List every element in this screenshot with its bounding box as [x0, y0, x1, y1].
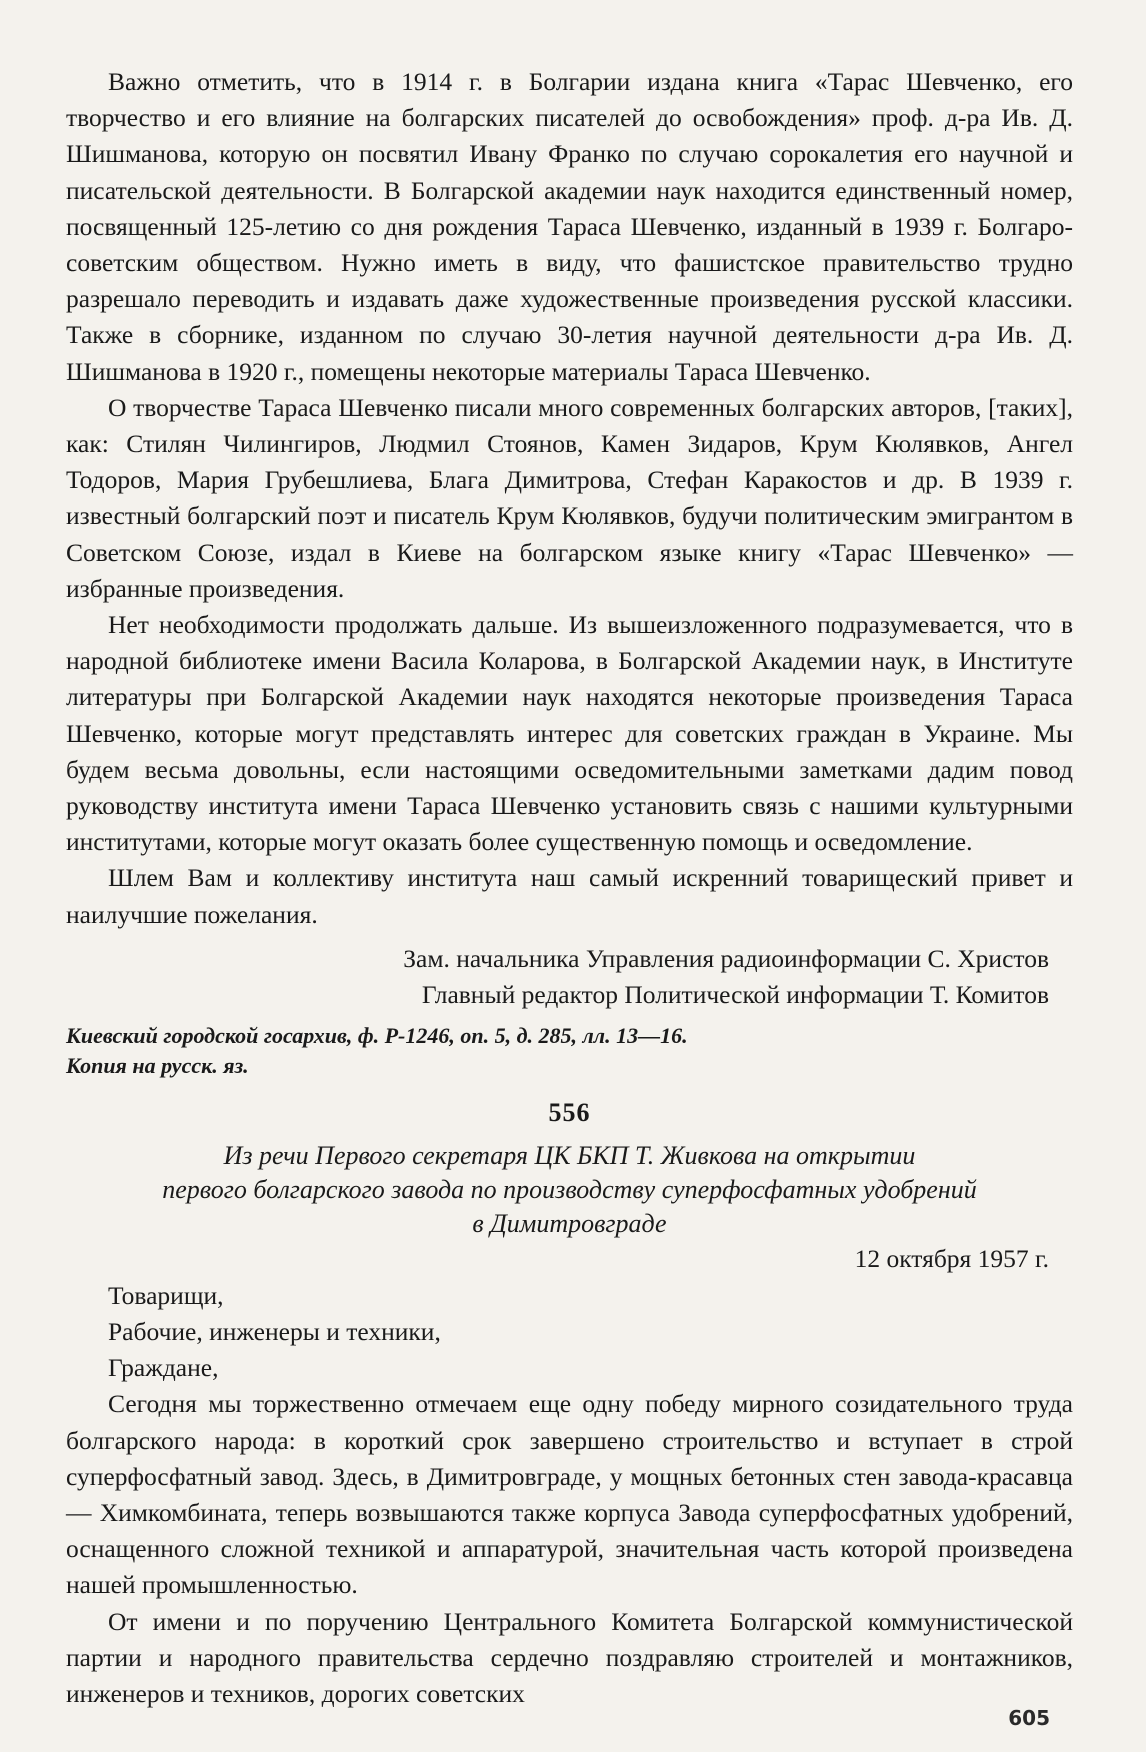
- paragraph-no-need: Нет необходимости продолжать дальше. Из вышеизложенного подразумевается, что в народной библиотеке имени Васила Коларова, в Болгарской Академии наук, в Институте литературы при Болгарской Академии наук находятся некоторые произведения Тараса Шевченко, которые могут представлять интерес для советских граждан в Украине. Мы будем весьма довольны, если настоящими осведомительными заметками дадим повод руководству института имени Тараса Шевченко установить связь с нашими культурными институтами, которые могут оказать более существенную помощь и осведомление.: [66, 610, 1073, 857]
- signature-komitov: Главный редактор Политической информации Т. Комитов: [421, 980, 1049, 1010]
- greeting-comrades: Товарищи,: [108, 1280, 224, 1310]
- paragraph-bulgarian-authors: О творчестве Тараса Шевченко писали много современных болгарских авторов, [таких], как: Стилян Чилингиров, Людмил Стоянов, Камен Зидаров, Крум Кюлявков, Ангел Тодоров, Мария Грубешлиева, Блага Димитрова, Стефан Каракостов и др. В 1939 г. известный болгарский поэт и писатель Крум Кюлявков, будучи политическим эмигрантом в Советском Союзе, издал в Киеве на болгарском языке книгу «Тарас Шевченко» — избранные произведения.: [66, 392, 1073, 603]
- document-title-line-1: Из речи Первого секретаря ЦК БКП Т. Живкова на открытии: [223, 1141, 916, 1171]
- page-body: [66, 64, 1073, 1712]
- archive-source: Киевский городской госархив, ф. Р-1246, оп. 5, д. 285, лл. 13—16.: [66, 1023, 688, 1049]
- greeting-workers: Рабочие, инженеры и техники,: [108, 1316, 441, 1346]
- document-number: 556: [548, 1098, 591, 1128]
- page-number: 605: [1008, 1706, 1050, 1730]
- paragraph-shishmanov: Важно отметить, что в 1914 г. в Болгарии издана книга «Тарас Шевченко, его творчество и его влияние на болгарских писателей до освобождения» проф. д-ра Ив. Д. Шишманова, которую он посвятил Ивану Франко по случаю сорокалетия его научной и писательской деятельности. В Болгарской академии наук находится единственный номер, посвященный 125-летию со дня рождения Тараса Шевченко, изданный в 1939 г. Болгаро-советским обществом. Нужно иметь в виду, что фашистское правительство трудно разрешало переводить и издавать даже художественные произведения русской классики. Также в сборнике, изданном по случаю 30-летия научной деятельности д-ра Ив. Д. Шишманова в 1920 г., помещены некоторые материалы Тараса Шевченко.: [66, 67, 1073, 386]
- paragraph-congratulations: От имени и по поручению Центрального Комитета Болгарской коммунистической партии и народного правительства сердечно поздравляю строителей и монтажников, инженеров и техников, дорогих советских: [66, 1606, 1073, 1708]
- paragraph-victory: Сегодня мы торжественно отмечаем еще одну победу мирного созидательного труда болгарского народа: в короткий срок завершено строительство и вступает в строй суперфосфатный завод. Здесь, в Димитровграде, у мощных бетонных стен завода-красавца — Химкомбината, теперь возвышаются также корпуса Завода суперфосфатных удобрений, оснащенного сложной техникой и аппаратурой, значительная часть которой произведена нашей промышленностью.: [66, 1389, 1073, 1600]
- paragraph-greetings: Шлем Вам и коллективу института наш самый искренний товарищеский привет и наилучшие пожелания.: [66, 863, 1073, 929]
- document-title-line-3: в Димитровграде: [472, 1209, 667, 1239]
- document-date: 12 октября 1957 г.: [854, 1244, 1049, 1274]
- greeting-citizens: Граждане,: [108, 1353, 219, 1383]
- copy-note: Копия на русск. яз.: [66, 1053, 249, 1079]
- document-title-line-2: первого болгарского завода по производству суперфосфатных удобрений: [162, 1175, 977, 1205]
- signature-khristov: Зам. начальника Управления радиоинформации С. Христов: [403, 943, 1049, 973]
